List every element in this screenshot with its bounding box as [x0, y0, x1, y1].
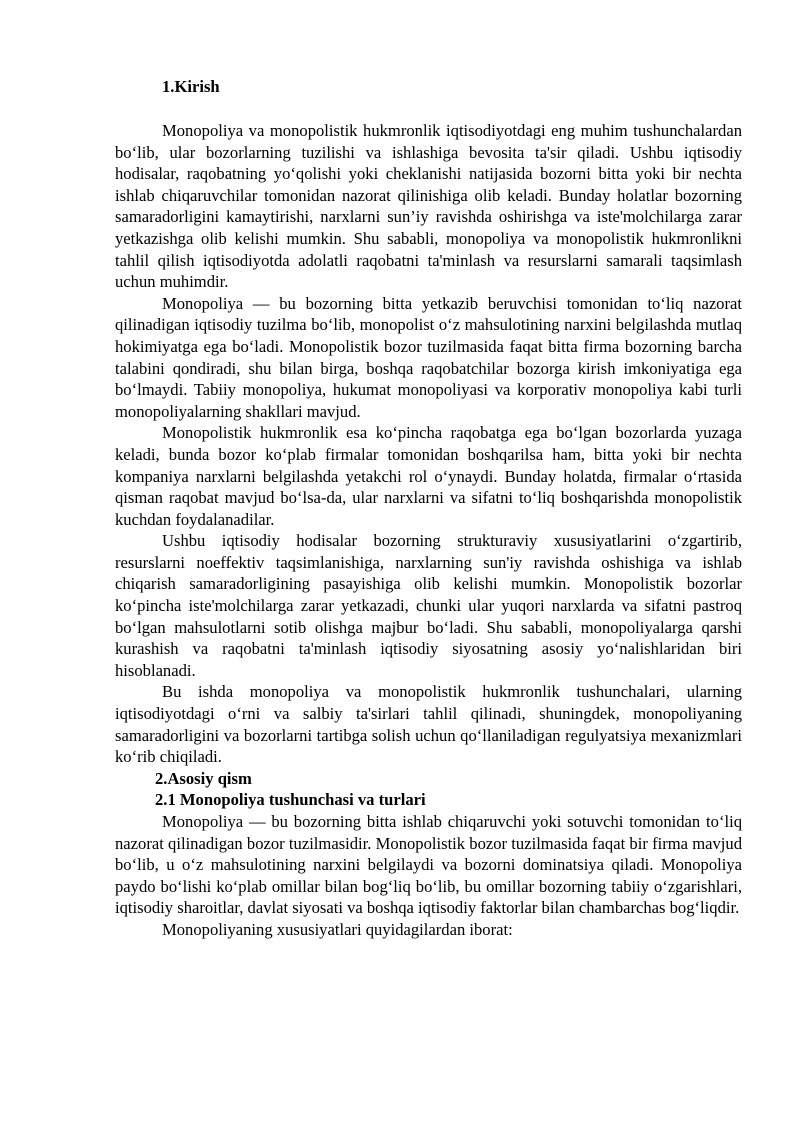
paragraph: Bu ishda monopoliya va monopolistik hukmronlik tushunchalari, ularning iqtisodiyotdagi o‘rni va salbiy ta'sirlari tahlil qilinadi, shuningdek, monopoliyaning samaradorligini va bozorlarni tartibga solish uchun qo‘llaniladigan regulyatsiya mexanizmlari ko‘rib chiqiladi.	[115, 682, 742, 767]
paragraph: Monopoliyaning xususiyatlari quyidagilardan iborat:	[162, 919, 513, 939]
paragraph: Monopolistik hukmronlik esa ko‘pincha raqobatga ega bo‘lgan bozorlarda yuzaga keladi, bunda bozor ko‘plab firmalar tomonidan boshqarilsa ham, bitta yoki bir nechta kompaniya narxlarni belgilashda yetakchi rol o‘ynaydi. Bunday holatda, firmalar o‘rtasida qisman raqobat mavjud bo‘lsa-da, ular narxlarni va sifatni to‘liq boshqarishda monopolistik kuchdan foydalanadilar.	[115, 423, 742, 529]
section-heading-intro: 1.Kirish	[162, 77, 220, 96]
subsection-heading: 2.1 Monopoliya tushunchasi va turlari	[155, 790, 426, 810]
paragraph: Monopoliya — bu bozorning bitta yetkazib beruvchisi tomonidan to‘liq nazorat qilinadigan iqtisodiy tuzilma bo‘lib, monopolist o‘z mahsulotining narxini belgilashda mutlaq hokimiyatga ega bo‘ladi. Monopolistik bozor tuzilmasida faqat bitta firma bozorning barcha talabini qondiradi, shu bilan birga, boshqa raqobatchilar bozorga kirish imkoniyatiga ega bo‘lmaydi. Tabiiy monopoliya, hukumat monopoliyasi va korporativ monopoliya kabi turli monopoliyalarning shakllari mavjud.	[115, 293, 742, 421]
paragraph: Ushbu iqtisodiy hodisalar bozorning strukturaviy xususiyatlarini o‘zgartirib, resurslarni noeffektiv taqsimlanishiga, narxlarning sun'iy ravishda oshishiga va ishlab chiqarish samaradorligining pasayishiga olib kelishi mumkin. Monopolistik bozorlar ko‘pincha iste'molchilarga zarar yetkazadi, chunki ular yuqori narxlarda va sifatni pastroq bo‘lgan mahsulotlarni sotib olishga majbur bo‘ladi. Shu sababli, monopoliyalarga qarshi kurashish va raqobatni ta'minlash iqtisodiy siyosatning asosiy yo‘nalishlaridan biri hisoblanadi.	[115, 531, 742, 680]
section-heading-main: 2.Asosiy qism	[155, 768, 252, 788]
paragraph: Monopoliya — bu bozorning bitta ishlab chiqaruvchi yoki sotuvchi tomonidan to‘liq nazorat qilinadigan bozor tuzilmasidir. Monopolistik bozor tuzilmasida faqat bir firma mavjud bo‘lib, u o‘z mahsulotining narxini belgilaydi va bozorni dominatsiya qiladi. Monopoliya paydo bo‘lishi ko‘plab omillar bilan bog‘liq bo‘lib, bu omillar bozorning tabiiy o‘zgarishlari, iqtisodiy sharoitlar, davlat siyosati va boshqa iqtisodiy faktorlar bilan chambarchas bog‘liqdir.	[115, 812, 742, 918]
document-body	[115, 120, 742, 941]
paragraph: Monopoliya va monopolistik hukmronlik iqtisodiyotdagi eng muhim tushunchalardan bo‘lib, ular bozorlarning tuzilishi va ishlashiga bevosita ta'sir qiladi. Ushbu iqtisodiy hodisalar, raqobatning yo‘qolishi yoki cheklanishi natijasida bozorni bitta yoki bir nechta ishlab chiqaruvchilar tomonidan nazorat qilinishiga olib keladi. Bunday holatlar bozorning samaradorligini kamaytirishi, narxlarni sun’iy ravishda oshirishga va iste'molchilarga zarar yetkazishga olib kelishi mumkin. Shu sababli, monopoliya va monopolistik hukmronlikni tahlil qilish iqtisodiyotda adolatli raqobatni ta'minlash va resurslarni samarali taqsimlash uchun muhimdir.	[115, 121, 742, 292]
